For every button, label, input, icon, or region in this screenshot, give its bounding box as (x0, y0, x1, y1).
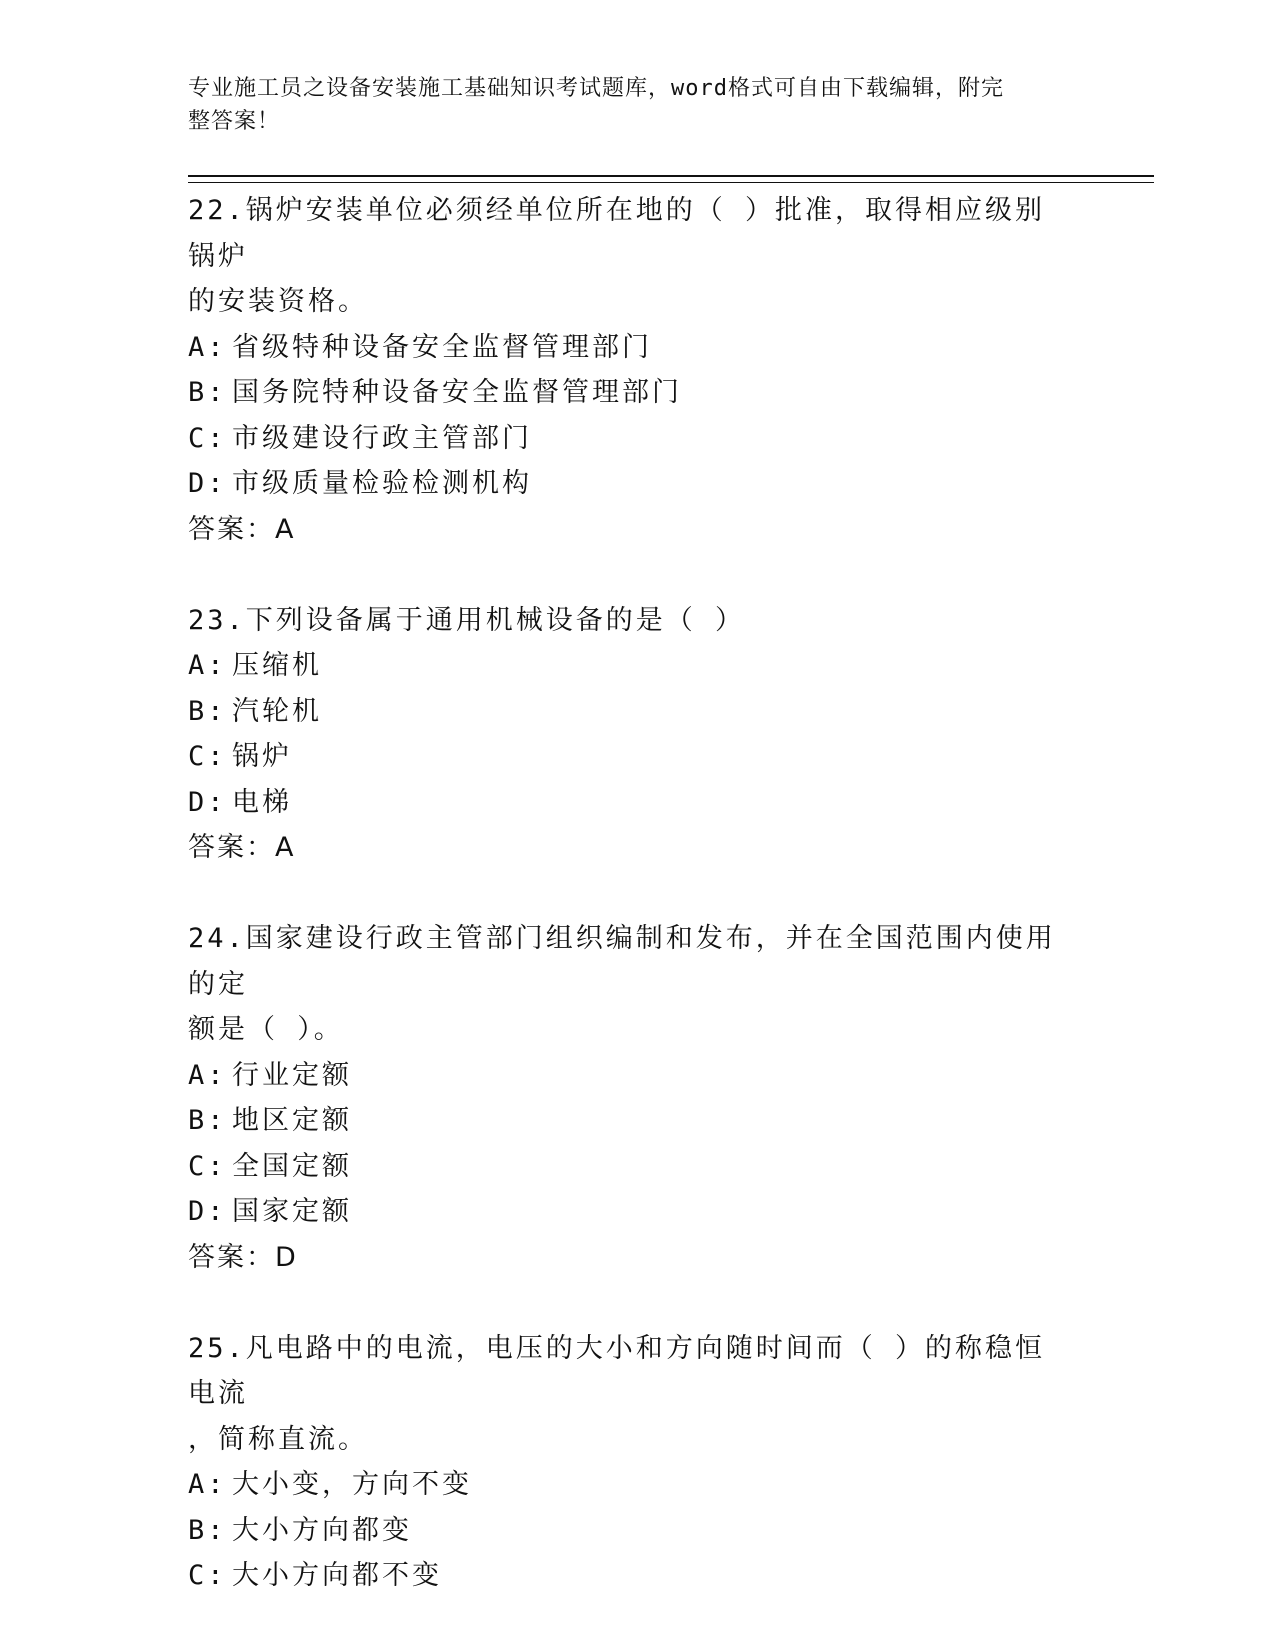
header-line-1: 专业施工员之设备安装施工基础知识考试题库，word格式可自由下载编辑，附完 (188, 76, 1004, 101)
question-spacer (188, 552, 1088, 598)
option-label: D: (188, 786, 227, 818)
option-d (188, 780, 1088, 826)
option-label: B: (188, 377, 227, 408)
option-label: A: (188, 650, 227, 681)
option-label: A: (188, 331, 227, 363)
question-stem-line: 25.凡电路中的电流，电压的大小和方向随时间而（ ）的称稳恒电流 (188, 1332, 1046, 1409)
question-23 (188, 598, 1088, 871)
question-25 (188, 1326, 1088, 1599)
option-text: 国家定额 (232, 1196, 352, 1227)
answer-line: 答案：D (188, 1241, 298, 1273)
option-label: D: (188, 468, 227, 499)
document-header (188, 72, 1068, 138)
option-label: B: (188, 1514, 227, 1546)
answer-line: 答案：A (188, 513, 296, 545)
option-d (188, 461, 1088, 507)
header-divider-thick (188, 175, 1154, 177)
option-label: B: (188, 695, 227, 727)
option-text: 全国定额 (232, 1150, 352, 1182)
option-label: A: (188, 1059, 227, 1091)
option-label: B: (188, 1105, 227, 1136)
option-text: 地区定额 (232, 1105, 352, 1136)
question-spacer (188, 871, 1088, 917)
question-spacer (188, 1280, 1088, 1326)
option-a (188, 1053, 1088, 1099)
option-b (188, 1508, 1088, 1554)
option-c (188, 1553, 1088, 1599)
option-label: A: (188, 1469, 227, 1500)
option-text: 市级质量检验检测机构 (232, 468, 532, 499)
option-a (188, 643, 1088, 689)
option-label: C: (188, 741, 227, 772)
option-b (188, 370, 1088, 416)
option-b (188, 1098, 1088, 1144)
option-text: 锅炉 (232, 741, 292, 772)
question-stem-line: 额是（ ）。 (188, 1014, 344, 1045)
option-text: 大小变，方向不变 (232, 1469, 472, 1500)
option-text: 大小方向都变 (232, 1514, 412, 1546)
option-label: D: (188, 1196, 227, 1227)
question-stem-line: 的安装资格。 (188, 286, 368, 317)
question-list (188, 188, 1088, 1599)
header-divider-thin (188, 182, 1154, 183)
option-c (188, 416, 1088, 462)
option-text: 汽轮机 (232, 695, 322, 727)
question-stem (188, 598, 1068, 644)
option-text: 国务院特种设备安全监督管理部门 (232, 377, 682, 408)
question-stem-line: 23.下列设备属于通用机械设备的是（ ） (188, 604, 746, 636)
option-d (188, 1189, 1088, 1235)
option-a (188, 1462, 1088, 1508)
question-stem (188, 1326, 1068, 1463)
option-text: 大小方向都不变 (232, 1560, 442, 1591)
question-stem-line: 22.锅炉安装单位必须经单位所在地的（ ）批准，取得相应级别锅炉 (188, 195, 1046, 272)
option-c (188, 1144, 1088, 1190)
header-line-2: 整答案！ (188, 109, 281, 134)
question-22 (188, 188, 1088, 552)
question-stem (188, 188, 1068, 325)
question-24 (188, 916, 1088, 1280)
question-stem-line: ，简称直流。 (188, 1423, 368, 1455)
option-text: 电梯 (232, 786, 292, 818)
option-text: 行业定额 (232, 1059, 352, 1091)
option-label: C: (188, 1150, 227, 1182)
option-b (188, 689, 1088, 735)
option-label: C: (188, 1560, 227, 1591)
question-stem (188, 916, 1068, 1053)
option-text: 省级特种设备安全监督管理部门 (232, 331, 652, 363)
option-a (188, 325, 1088, 371)
answer-line: 答案：A (188, 832, 296, 863)
option-c (188, 734, 1088, 780)
option-text: 市级建设行政主管部门 (232, 422, 532, 454)
question-stem-line: 24.国家建设行政主管部门组织编制和发布，并在全国范围内使用的定 (188, 923, 1056, 1000)
option-text: 压缩机 (232, 650, 322, 681)
option-label: C: (188, 422, 227, 454)
